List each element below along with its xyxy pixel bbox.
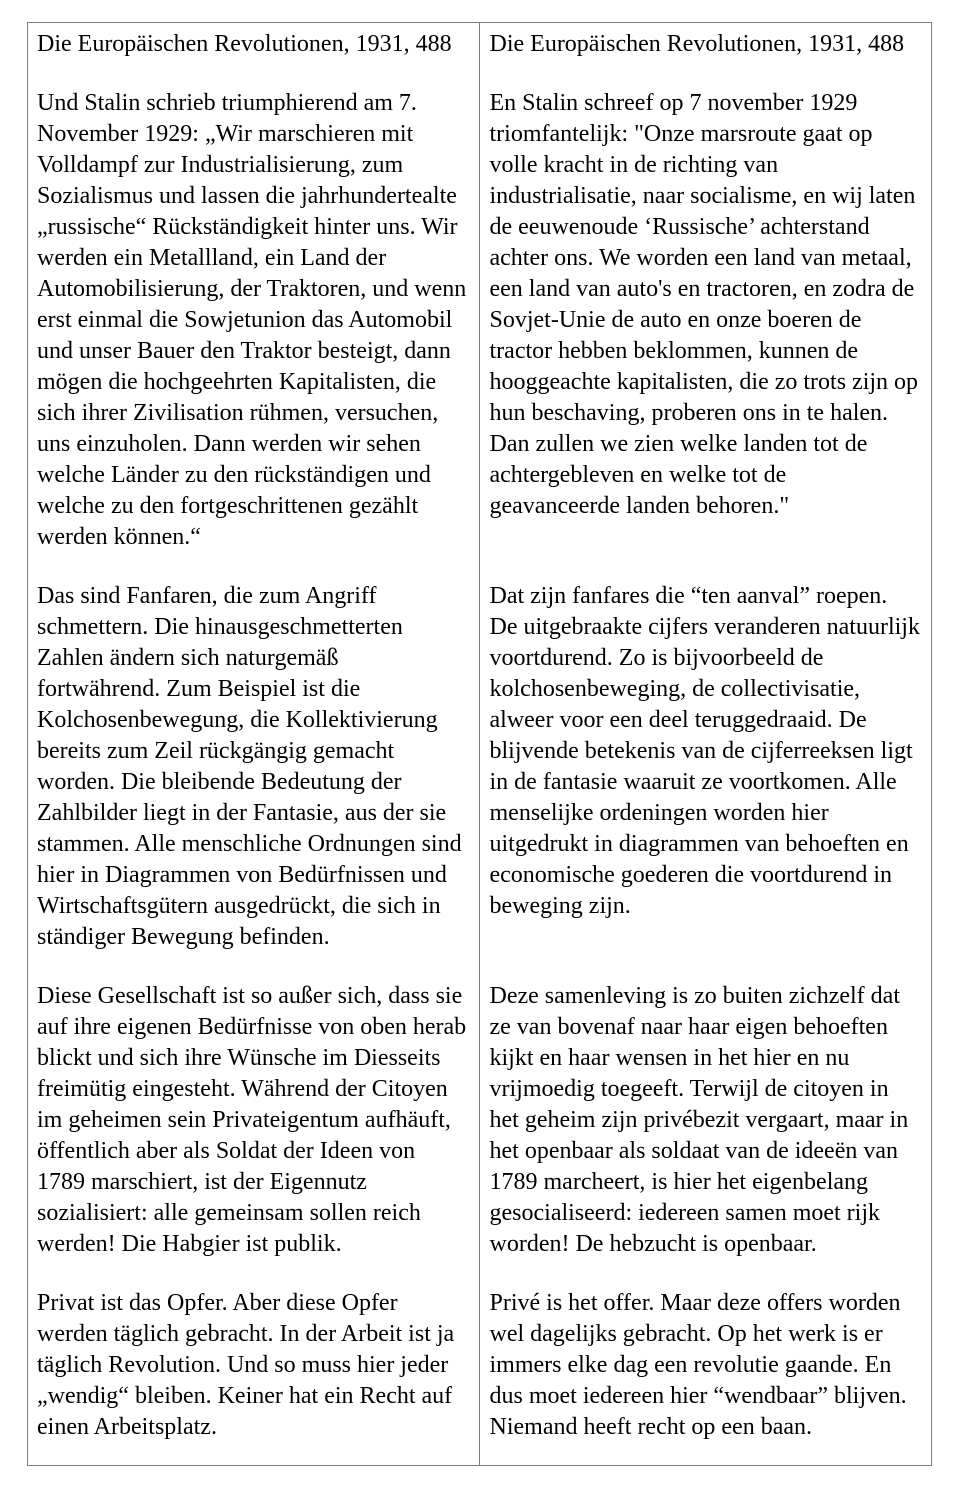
dutch-paragraph-stalin-quote: En Stalin schreef op 7 november 1929 triomfantelijk: "Onze marsroute gaat op volle kracht in de richting van industrialisatie, naar socialisme, en wij laten de eeuwenoude ‘Russische’ achterstand achter ons. We worden een land van metaal, een land van auto's en tractoren, en zodra de Sovjet-Unie de auto en onze boeren de tractor hebben beklommen, kunnen de hooggeachte kapitalisten, die zo trots zijn op hun beschaving, proberen ons in te halen. Dan zullen we zien welke landen tot de achtergebleven en welke tot de geavanceerde landen behoren." bbox=[489, 90, 919, 519]
german-title-cell: Die Europäischen Revolutionen, 1931, 488 bbox=[28, 23, 480, 82]
german-paragraph-fanfares: Das sind Fanfaren, die zum Angriff schmettern. Die hinausgeschmetterten Zahlen ändern sich naturgemäß fortwährend. Zum Beispiel ist die Kolchosenbewegung, die Kollektivierung bereits zum Zeil rückgängig gemacht worden. Die bleibende Bedeutung der Zahlbilder liegt in der Fantasie, aus der sie stammen. Alle menschliche Ordnungen sind hier in Diagrammen von Bedürfnissen und Wirtschaftsgütern ausgedrückt, die sich in ständiger Bewegung befinden. bbox=[28, 575, 480, 975]
dutch-paragraph-sacrifice: Privé is het offer. Maar deze offers worden wel dagelijks gebracht. Op het werk is er immers elke dag een revolutie gaande. En dus moet iedereen hier “wendbaar” blijven. Niemand heeft recht op een baan. bbox=[489, 1290, 907, 1440]
dutch-paragraph-society: Deze samenleving is zo buiten zichzelf dat ze van bovenaf naar haar eigen behoeften kijkt en haar wensen in het hier en nu vrijmoedig toegeeft. Terwijl de citoyen in het geheim zijn privébezit vergaart, maar in het openbaar als soldaat van de ideeën van 1789 marcheert, is hier het eigenbelang gesocialiseerd: iedereen samen moet rijk worden! De hebzucht is openbaar. bbox=[489, 983, 909, 1257]
german-paragraph-sacrifice: Privat ist das Opfer. Aber diese Opfer werden täglich gebracht. In der Arbeit ist ja täglich Revolution. Und so muss hier jeder „wendig“ bleiben. Keiner hat ein Recht auf einen Arbeitsplatz. bbox=[28, 1282, 480, 1465]
translation-table bbox=[27, 22, 932, 1466]
german-paragraph-stalin-quote: Und Stalin schrieb triumphierend am 7. November 1929: „Wir marschieren mit Volldampf zur Industrialisierung, zum Sozialismus und lassen die jahrhundertealte „russische“ Rückständigkeit hinter uns. Wir werden ein Metallland, ein Land der Automobilisierung, der Traktoren, und wenn erst einmal die Sowjetunion das Automobil und unser Bauer den Traktor besteigt, dann mögen die hochgeehrten Kapitalisten, die sich ihrer Zivilisation rühmen, versuchen, uns einzuholen. Dann werden wir sehen welche Länder zu den rückständigen und welche zu den fortgeschrittenen gezählt werden können.“ bbox=[28, 82, 480, 575]
dutch-paragraph-fanfares: Dat zijn fanfares die “ten aanval” roepen. De uitgebraakte cijfers veranderen natuurlijk voortdurend. Zo is bijvoorbeeld de kolchosenbeweging, de collectivisatie, alweer voor een deel teruggedraaid. De blijvende betekenis van de cijferreeksen ligt in de fantasie waaruit ze voortkomen. Alle menselijke ordeningen worden hier uitgedrukt in diagrammen van behoeften en economische goederen die voortdurend in beweging zijn. bbox=[489, 583, 920, 919]
german-paragraph-society: Diese Gesellschaft ist so außer sich, dass sie auf ihre eigenen Bedürfnisse von oben herab blickt und sich ihre Wünsche im Diesseits freimütig eingesteht. Während der Citoyen im geheimen sein Privateigentum aufhäuft, öffentlich aber als Soldat der Ideen von 1789 marschiert, ist der Eigennutz sozialisiert: alle gemeinsam sollen reich werden! Die Habgier ist publik. bbox=[28, 975, 480, 1282]
dutch-title-cell: Die Europäischen Revolutionen, 1931, 488 bbox=[489, 31, 905, 57]
